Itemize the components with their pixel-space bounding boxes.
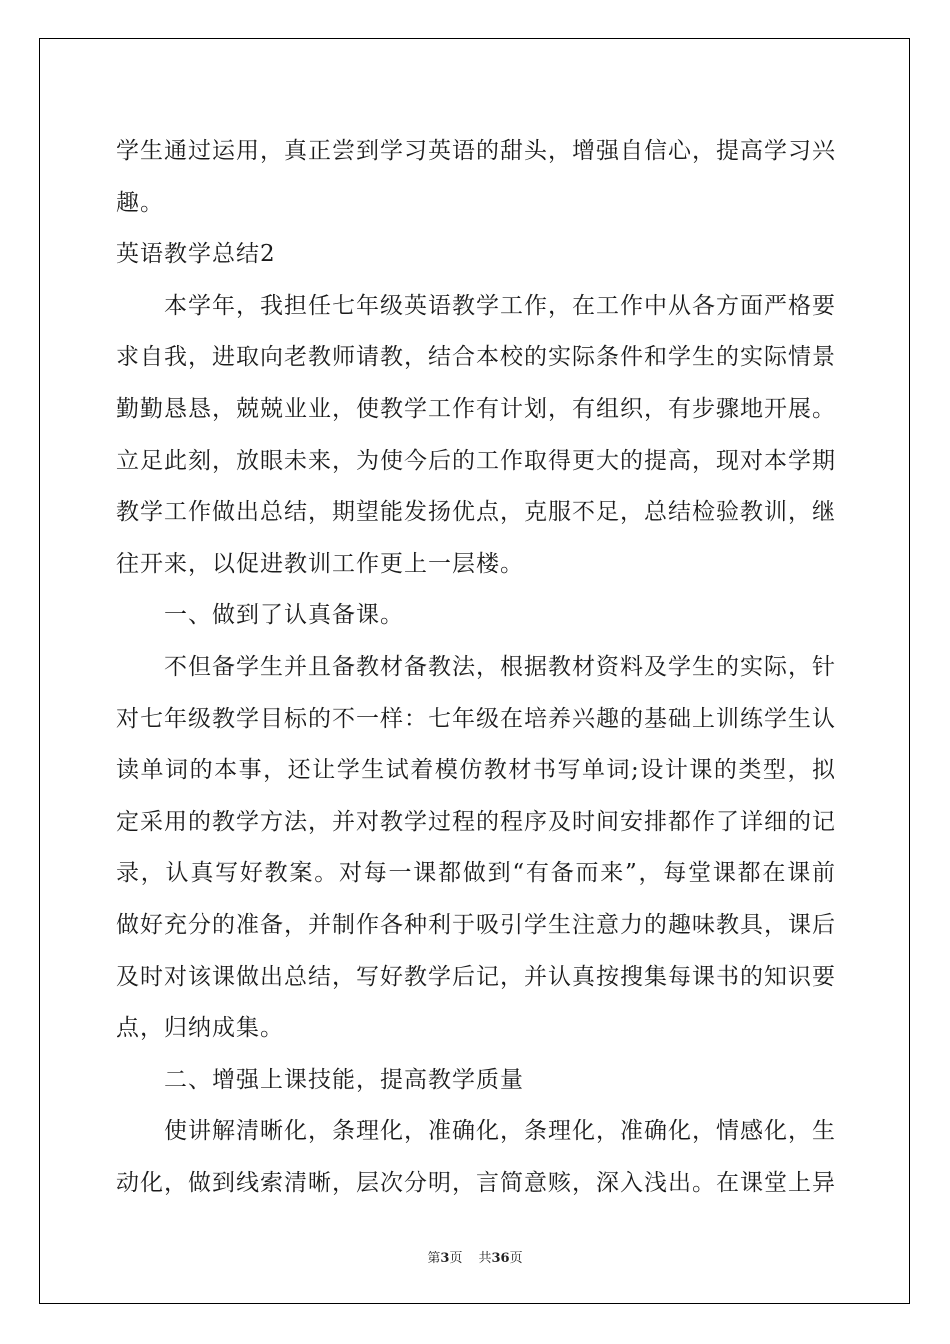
page-footer [0,1247,950,1266]
document-body [116,126,836,1209]
total-prefix: 共 [478,1251,492,1266]
subheading-preparation: 一、做到了认真备课。 [164,602,404,629]
page-current: 3 [440,1251,450,1266]
paragraph-intro: 本学年，我担任七年级英语教学工作，在工作中从各方面严格要求自我，进取向老教师请教，结合本校的实际条件和学生的实际情景勤勤恳恳，兢兢业业，使教学工作有计划，有组织，有步骤地开展。立足此刻，放眼未来，为使今后的工作取得更大的提高，现对本学期教学工作做出总结，期望能发扬优点，克服不足，总结检验教训，继往开来，以促进教训工作更上一层楼。 [116,292,836,577]
paragraph-preparation: 不但备学生并且备教材备教法，根据教材资料及学生的实际，针对七年级教学目标的不一样：七年级在培养兴趣的基础上训练学生认读单词的本事，还让学生试着模仿教材书写单词;设计课的类型，拟定采用的教学方法，并对教学过程的程序及时间安排都作了详细的记录，认真写好教案。对每一课都做到“有备而来”，每堂课都在课前做好充分的准备，并制作各种利于吸引学生注意力的趣味教具，课后及时对该课做出总结，写好教学后记，并认真按搜集每课书的知识要点，归纳成集。 [116,653,836,1042]
paragraph-continuation: 学生通过运用，真正尝到学习英语的甜头，增强自信心，提高学习兴趣。 [116,138,836,216]
paragraph-teaching-skills: 使讲解清晰化，条理化，准确化，条理化，准确化，情感化，生动化，做到线索清晰，层次分明，言简意赅，深入浅出。在课堂上异 [116,1118,836,1196]
total-unit: 页 [509,1251,523,1266]
subheading-teaching-skills: 二、增强上课技能，提高教学质量 [164,1066,524,1093]
section-title: 英语教学总结2 [116,241,276,268]
page-unit: 页 [449,1251,463,1266]
page-prefix: 第 [427,1251,441,1266]
page-total: 36 [491,1251,510,1266]
